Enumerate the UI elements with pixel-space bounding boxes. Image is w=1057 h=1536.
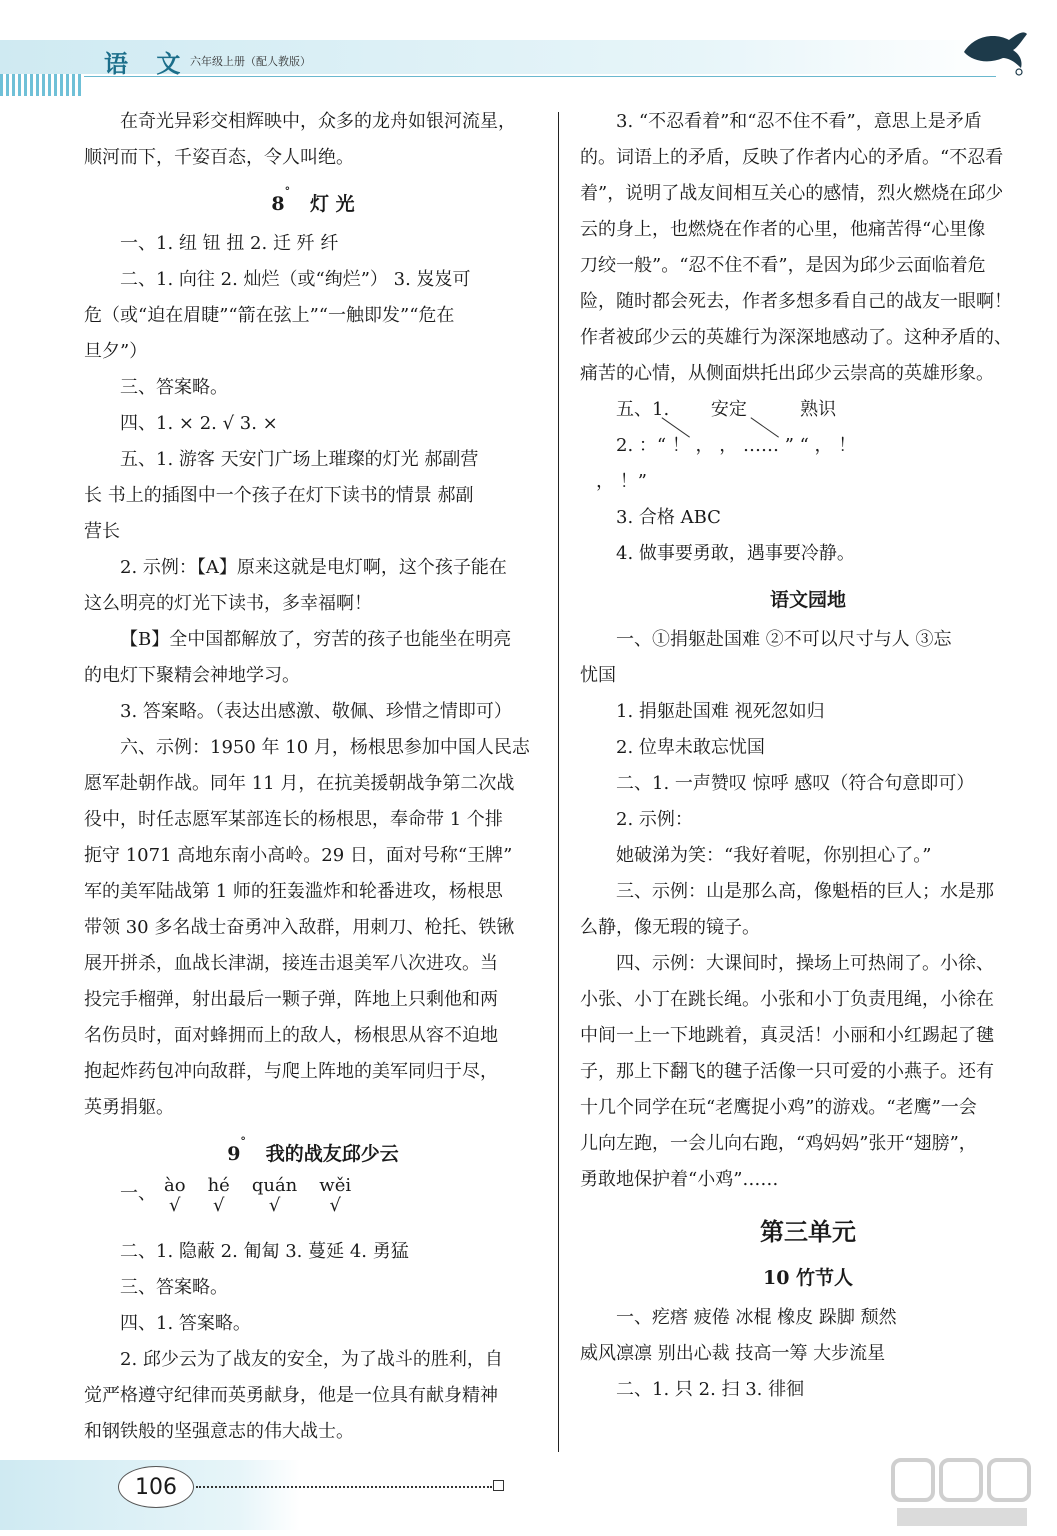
answer-line: 么静，像无瑕的镜子。 [580, 917, 760, 938]
right-column [580, 104, 1036, 1408]
answer-line: 三、答案略。 [120, 1277, 228, 1298]
answer-line: 云的身上，也燃烧在作者的心里，他痛苦得“心里像 [580, 219, 986, 240]
lesson-10-heading: 10 竹节人 [762, 1267, 854, 1289]
answer-line: 小张、小丁在跳长绳。小张和小丁负责甩绳，小徐在 [580, 989, 994, 1010]
answer-line: 2. 示例： [616, 809, 693, 830]
answer-line: 投完手榴弹，射出最后一颗子弹，阵地上只剩他和两 [84, 989, 498, 1010]
answer-line: 六、示例：1950 年 10 月，杨根思参加中国人民志 [120, 737, 530, 758]
header-rule [84, 76, 996, 77]
answer-line: 3. 合格 ABC [616, 507, 721, 528]
answer-line: 勇敢地保护着“小鸡”…… [580, 1169, 779, 1190]
answer-line: 痛苦的心情，从侧面烘托出邱少云崇高的英雄形象。 [580, 363, 994, 384]
answer-line: 3. 答案略。（表达出感激、敬佩、珍惜之情即可） [120, 701, 512, 722]
check-mark-icon: √ [169, 1195, 181, 1216]
pinyin-item [319, 1176, 351, 1216]
answer-line: 营长 [84, 521, 120, 542]
answer-prefix: 五、1. [616, 399, 675, 420]
answer-line: 一、1. 纽 钮 扭 2. 迁 歼 纤 [120, 233, 339, 254]
answer-line: 2. 邱少云为了战友的安全，为了战斗的胜利，自 [120, 1349, 503, 1370]
check-mark-icon: √ [329, 1195, 341, 1216]
answer-line: 一、①捐躯赴国难 ②不可以尺寸与人 ③忘 [616, 629, 952, 650]
pinyin-item [164, 1176, 186, 1216]
answer-line: 抱起炸药包冲向敌群，与爬上阵地的美军同归于尽， [84, 1061, 498, 1082]
column-divider [558, 112, 559, 1452]
pinyin-answer [84, 1176, 542, 1234]
grade-label: 六年级上册（配人教版） [190, 55, 311, 68]
answer-line: 的。词语上的矛盾，反映了作者内心的矛盾。“不忍看 [580, 147, 1004, 168]
answer-line: 军的美军陆战第 1 师的狂轰滥炸和轮番进攻，杨根思 [84, 881, 503, 902]
answer-line: 4. 做事要勇敢，遇事要冷静。 [616, 543, 855, 564]
answer-line: 1. 捐躯赴国难 视死忽如归 [616, 701, 825, 722]
answer-line: 这么明亮的灯光下读书，多幸福啊！ [84, 593, 372, 614]
header-stripes [0, 74, 84, 96]
answer-line: 她破涕为笑：“我好着呢，你别担心了。” [616, 845, 932, 866]
answer-line: 旦夕”） [84, 341, 148, 362]
subject-title: 语 文 [104, 49, 191, 78]
answer-line [580, 392, 1036, 428]
square-icon [493, 1480, 504, 1491]
answer-line: 一、疙瘩 疲倦 冰棍 橡皮 跺脚 颓然 [616, 1307, 897, 1328]
answer-line: 忧国 [580, 665, 616, 686]
unit-heading: 第三单元 [760, 1218, 856, 1246]
answer-line: 刀绞一般”。“忍不住不看”，是因为邱少云面临着危 [580, 255, 986, 276]
check-mark-icon: √ [268, 1195, 281, 1216]
answer-line: 威风凛凛 别出心裁 技高一筹 大步流星 [580, 1343, 886, 1364]
pinyin-list [164, 1176, 351, 1216]
answer-line: 中间一上一下地跳着，真灵活！小丽和小红踢起了毽 [580, 1025, 994, 1046]
answer-line: 二、1. 向往 2. 灿烂（或“绚烂”） 3. 岌岌可 [120, 269, 471, 290]
check-mark-icon: √ [212, 1195, 225, 1216]
answer-line: 三、答案略。 [120, 377, 228, 398]
crossed-word: 熟识 [764, 392, 836, 428]
answer-line: 危（或“迫在眉睫”“箭在弦上”“一触即发”“危在 [84, 305, 455, 326]
answer-line: 愿军赴朝作战。同年 11 月，在抗美援朝战争第二次战 [84, 773, 515, 794]
lesson-number: 9 [227, 1143, 241, 1165]
answer-line: 作者被邱少云的英雄行为深深地感动了。这种矛盾的、 [580, 327, 1012, 348]
lesson-9-heading [84, 1136, 542, 1172]
answer-line: 四、示例：大课间时，操场上可热闹了。小徐、 [616, 953, 994, 974]
answer-line: 子，那上下翻飞的毽子活像一只可爱的小燕子。还有 [580, 1061, 994, 1082]
answer-line: 五、1. 游客 天安门广场上璀璨的灯光 郝副营 [120, 449, 479, 470]
answer-line: 带领 30 多名战士奋勇冲入敌群，用刺刀、枪托、铁锹 [84, 917, 515, 938]
pinyin-text: wěi [319, 1175, 352, 1196]
answer-line: 觉严格遵守纪律而英勇献身，他是一位具有献身精神 [84, 1385, 498, 1406]
pinyin-item [208, 1176, 230, 1216]
answer-line: 儿向左跑，一会儿向右跑，“鸡妈妈”张开“翅膀”， [580, 1133, 977, 1154]
answer-line: 二、1. 隐蔽 2. 匍匐 3. 蔓延 4. 勇猛 [120, 1241, 409, 1262]
star-mark-icon: ° [240, 1135, 246, 1148]
pinyin-item [252, 1176, 297, 1216]
answer-line: 2. ：“ ！ ， ， …… ” “ ， ！ [616, 435, 857, 456]
crossed-word: 安定 [675, 392, 747, 428]
lesson-8-heading [84, 186, 542, 222]
answer-line: 着”，说明了战友间相互关心的感情，烈火燃烧在邱少 [580, 183, 1004, 204]
page-header [0, 0, 1057, 100]
answer-line: 2. 示例：【A】原来这就是电灯啊，这个孩子能在 [120, 557, 507, 578]
fish-logo-icon [959, 24, 1029, 84]
section-heading: 语文园地 [769, 589, 846, 611]
answer-line: 二、1. 一声赞叹 惊呼 感叹（符合句意即可） [616, 773, 975, 794]
answer-line: 名伤员时，面对蜂拥而上的敌人，杨根思从容不迫地 [84, 1025, 498, 1046]
answer-line: 十几个同学在玩“老鹰捉小鸡”的游戏。“老鹰”一会 [580, 1097, 977, 1118]
answer-line: 3. “不忍看着”和“忍不住不看”，意思上是矛盾 [616, 111, 982, 132]
pinyin-text: hé [207, 1175, 230, 1196]
answer-line: 长 书上的插图中一个孩子在灯下读书的情景 郝副 [84, 485, 474, 506]
answer-line: 四、1. × 2. √ 3. × [120, 413, 278, 434]
answer-line: 二、1. 只 2. 扫 3. 徘徊 [616, 1379, 805, 1400]
text-line: 顺河而下，千姿百态，令人叫绝。 [84, 147, 354, 168]
pinyin-text: ào [164, 1175, 186, 1196]
answer-line: 扼守 1071 高地东南小高岭。29 日，面对号称“王牌” [84, 845, 513, 866]
answer-line: 险，随时都会死去，作者多想多看自己的战友一眼啊！ [580, 291, 1012, 312]
answer-line: 【B】全中国都解放了，穷苦的孩子也能坐在明亮 [120, 629, 512, 650]
footer-dotted-rule [196, 1486, 492, 1488]
answer-line: 的电灯下聚精会神地学习。 [84, 665, 300, 686]
answer-line: 英勇捐躯。 [84, 1097, 174, 1118]
lesson-number: 8 [271, 193, 285, 215]
answer-line: 四、1. 答案略。 [120, 1313, 251, 1334]
answer-line: 2. 位卑未敢忘忧国 [616, 737, 765, 758]
answer-line: 和钢铁般的坚强意志的伟大战士。 [84, 1421, 354, 1442]
left-column [84, 104, 542, 1450]
lesson-title: 我的战友邱少云 [265, 1143, 399, 1165]
answer-line: 展开拼杀，血战长津湖，接连击退美军八次进攻。当 [84, 953, 498, 974]
watermark-logo-icon [887, 1452, 1037, 1532]
page-number: 106 [118, 1466, 194, 1508]
answer-prefix: 一、 [120, 1183, 156, 1204]
lesson-title: 灯 光 [309, 193, 355, 215]
answer-line: ， ！” [596, 471, 647, 492]
answer-line: 役中，时任志愿军某部连长的杨根思，奉命带 1 个排 [84, 809, 503, 830]
text-line: 在奇光异彩交相辉映中，众多的龙舟如银河流星， [120, 111, 516, 132]
answer-line: 三、示例：山是那么高，像魁梧的巨人；水是那 [616, 881, 994, 902]
star-mark-icon: ° [284, 185, 291, 198]
pinyin-text: quán [251, 1175, 298, 1196]
